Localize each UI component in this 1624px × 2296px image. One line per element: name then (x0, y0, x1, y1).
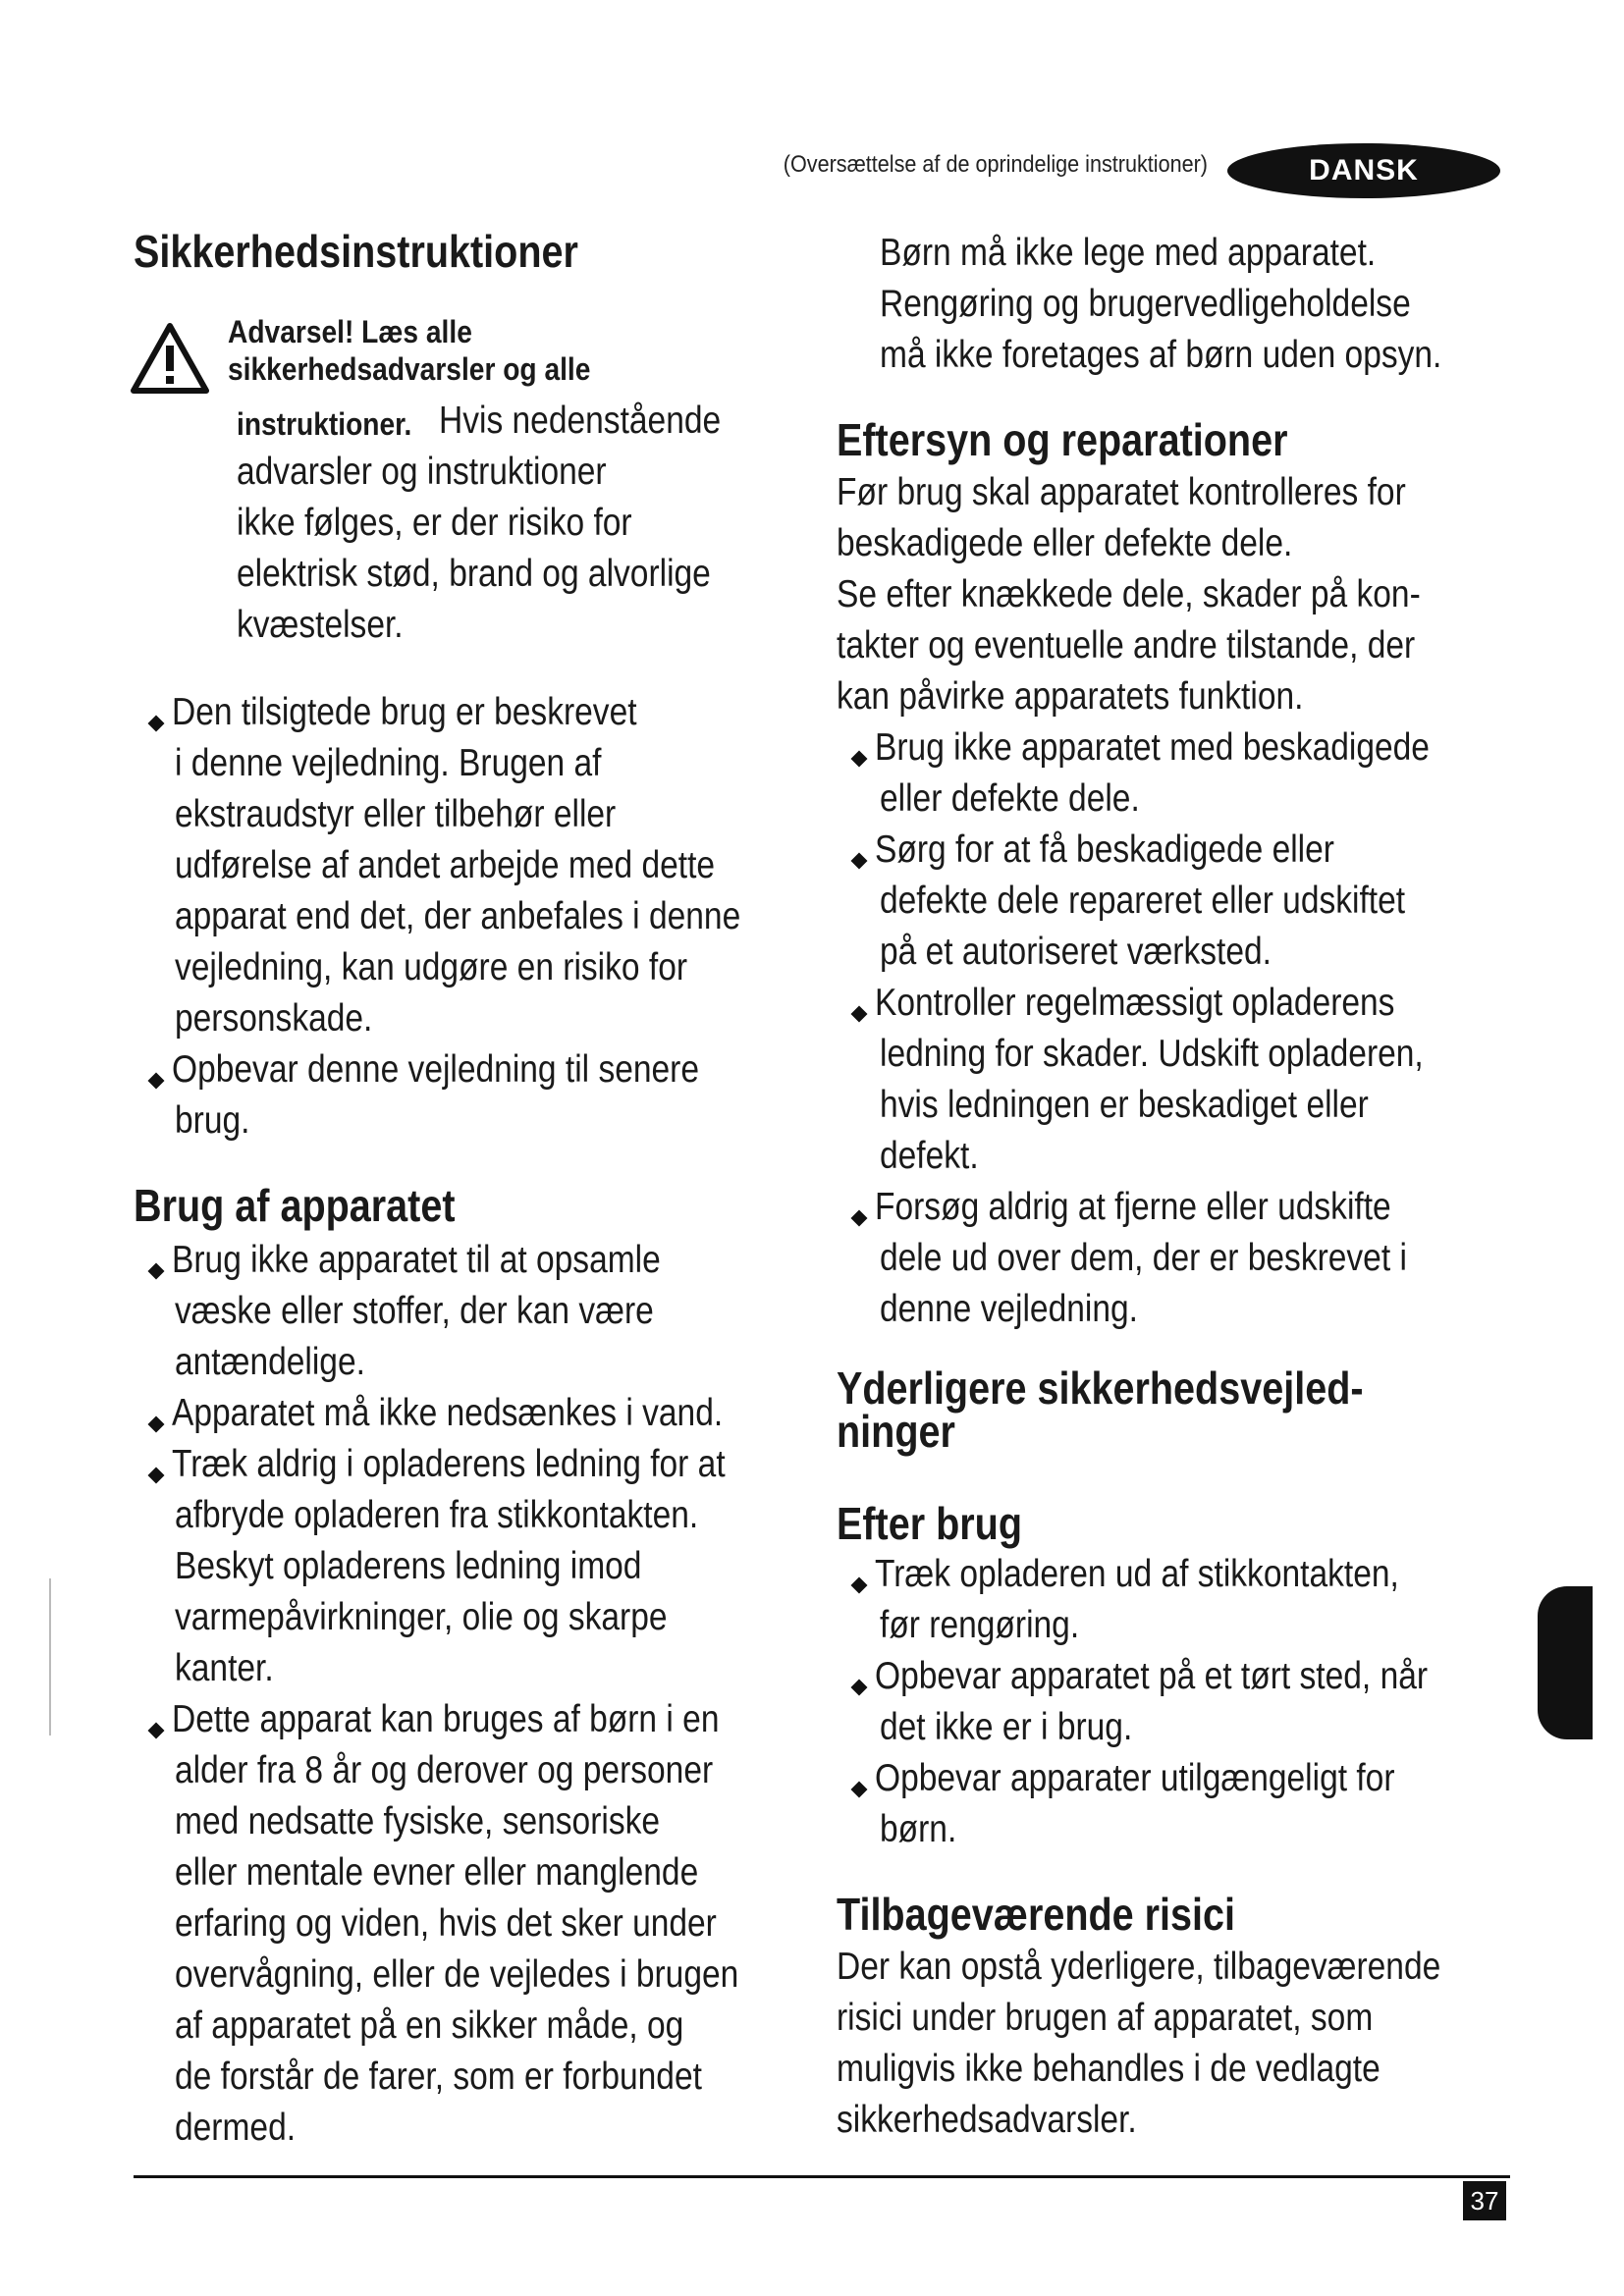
list-item-line: erfaring og viden, hvis det sker under (175, 1902, 717, 1945)
list-item-line: vejledning, kan udgøre en risiko for (175, 946, 688, 988)
warning-text-line: Hvis nedenstående (439, 400, 722, 442)
body-text-line: Børn må ikke lege med apparatet. (880, 232, 1377, 274)
warning-bold-line: Advarsel! Læs alle (228, 314, 472, 349)
bullet-icon (148, 1263, 165, 1280)
list-item-line: Træk aldrig i opladerens ledning for at (172, 1443, 726, 1485)
list-item-line: med nedsatte fysiske, sensoriske (175, 1800, 661, 1842)
list-item-line: ekstraudstyr eller tilbehør eller (175, 793, 617, 835)
section-heading: ninger (837, 1406, 955, 1457)
list-item-line: i denne vejledning. Brugen af (175, 742, 602, 784)
bullet-icon (851, 1210, 868, 1227)
list-item-line: afbryde opladeren fra stikkontakten. (175, 1494, 699, 1536)
body-text-line: Før brug skal apparatet kontrolleres for (837, 471, 1406, 513)
bullet-icon (148, 1723, 165, 1739)
list-item-line: de forstår de farer, som er forbundet (175, 2056, 702, 2098)
list-item-line: væske eller stoffer, der kan være (175, 1290, 654, 1332)
sub-heading: Efter brug (837, 1498, 1023, 1549)
bullet-icon (148, 1073, 165, 1090)
list-item-line: Forsøg aldrig at fjerne eller udskifte (875, 1186, 1391, 1228)
section-heading: Brug af apparatet (134, 1180, 456, 1231)
list-item-line: Opbevar denne vejledning til senere (172, 1048, 700, 1091)
list-item-line: hvis ledningen er beskadiget eller (880, 1084, 1369, 1126)
list-item-line: overvågning, eller de vejledes i brugen (175, 1953, 739, 1996)
list-item-line: Den tilsigtede brug er beskrevet (172, 691, 637, 733)
list-item-line: Opbevar apparater utilgængeligt for (875, 1757, 1395, 1799)
body-text-line: sikkerhedsadvarsler. (837, 2099, 1137, 2141)
margin-mark (49, 1578, 51, 1735)
list-item-line: Apparatet må ikke nedsænkes i vand. (172, 1392, 724, 1434)
body-text-line: Se efter knækkede dele, skader på kon- (837, 573, 1421, 615)
warning-triangle-icon (130, 322, 210, 395)
list-item-line: børn. (880, 1808, 957, 1850)
bullet-icon (851, 1782, 868, 1798)
bullet-icon (851, 853, 868, 870)
bullet-icon (148, 1416, 165, 1433)
warning-text-line: ikke følges, er der risiko for (237, 502, 632, 544)
list-item-line: af apparatet på en sikker måde, og (175, 2004, 684, 2047)
list-item-line: udførelse af andet arbejde med dette (175, 844, 716, 886)
bullet-icon (851, 1006, 868, 1023)
warning-bold-line: instruktioner. (237, 406, 412, 442)
list-item-line: personskade. (175, 997, 373, 1040)
list-item-line: dermed. (175, 2107, 297, 2149)
bullet-icon (148, 716, 165, 732)
list-item-line: defekt. (880, 1135, 979, 1177)
warning-text-line: advarsler og instruktioner (237, 451, 607, 493)
section-heading: Tilbageværende risici (837, 1889, 1236, 1940)
body-text-line: Der kan opstå yderligere, tilbageværende (837, 1946, 1441, 1988)
warning-bold-line: sikkerhedsadvarsler og alle (228, 351, 591, 387)
list-item-line: brug. (175, 1099, 250, 1142)
body-text-line: Rengøring og brugervedligeholdelse (880, 283, 1411, 325)
section-heading: Yderligere sikkerhedsvejled- (837, 1362, 1364, 1414)
bullet-icon (851, 1577, 868, 1594)
list-item-line: Kontroller regelmæssigt opladerens (875, 982, 1395, 1024)
warning-text-line: elektrisk stød, brand og alvorlige (237, 553, 711, 595)
list-item-line: Træk opladeren ud af stikkontakten, (875, 1553, 1399, 1595)
list-item-line: eller mentale evner eller manglende (175, 1851, 699, 1894)
list-item-line: antændelige. (175, 1341, 365, 1383)
body-text-line: beskadigede eller defekte dele. (837, 522, 1293, 564)
list-item-line: ledning for skader. Udskift opladeren, (880, 1033, 1424, 1075)
list-item-line: apparat end det, der anbefales i denne (175, 895, 741, 937)
section-heading: Eftersyn og reparationer (837, 414, 1288, 465)
page-number: 37 (1463, 2181, 1506, 2220)
language-badge: DANSK (1227, 143, 1500, 198)
list-item-line: kanter. (175, 1647, 274, 1689)
body-text-line: må ikke foretages af børn uden opsyn. (880, 334, 1442, 376)
list-item-line: alder fra 8 år og derover og personer (175, 1749, 714, 1791)
list-item-line: det ikke er i brug. (880, 1706, 1133, 1748)
list-item-line: Opbevar apparatet på et tørt sted, når (875, 1655, 1429, 1697)
list-item-line: Brug ikke apparatet med beskadigede (875, 726, 1430, 769)
list-item-line: varmepåvirkninger, olie og skarpe (175, 1596, 668, 1638)
list-item-line: eller defekte dele. (880, 777, 1140, 820)
bullet-icon (148, 1468, 165, 1484)
list-item-line: på et autoriseret værksted. (880, 931, 1272, 973)
list-item-line: Sørg for at få beskadigede eller (875, 828, 1334, 871)
list-item-line: dele ud over dem, der er beskrevet i (880, 1237, 1407, 1279)
bullet-icon (851, 751, 868, 768)
warning-text-line: kvæstelser. (237, 604, 404, 646)
footer-rule (134, 2175, 1510, 2178)
page-title: Sikkerhedsinstruktioner (134, 226, 578, 277)
body-text-line: kan påvirke apparatets funktion. (837, 675, 1304, 718)
list-item-line: Dette apparat kan bruges af børn i en (172, 1698, 720, 1740)
list-item-line: Beskyt opladerens ledning imod (175, 1545, 642, 1587)
body-text-line: risici under brugen af apparatet, som (837, 1997, 1374, 2039)
body-text-line: muligvis ikke behandles i de vedlagte (837, 2048, 1380, 2090)
list-item-line: før rengøring. (880, 1604, 1080, 1646)
list-item-line: denne vejledning. (880, 1288, 1138, 1330)
list-item-line: Brug ikke apparatet til at opsamle (172, 1239, 661, 1281)
list-item-line: defekte dele repareret eller udskiftet (880, 880, 1406, 922)
header-note: (Oversættelse af de oprindelige instruktioner) (783, 151, 1208, 178)
bullet-icon (851, 1680, 868, 1696)
body-text-line: takter og eventuelle andre tilstande, der (837, 624, 1416, 667)
thumb-index-tab (1538, 1586, 1593, 1739)
